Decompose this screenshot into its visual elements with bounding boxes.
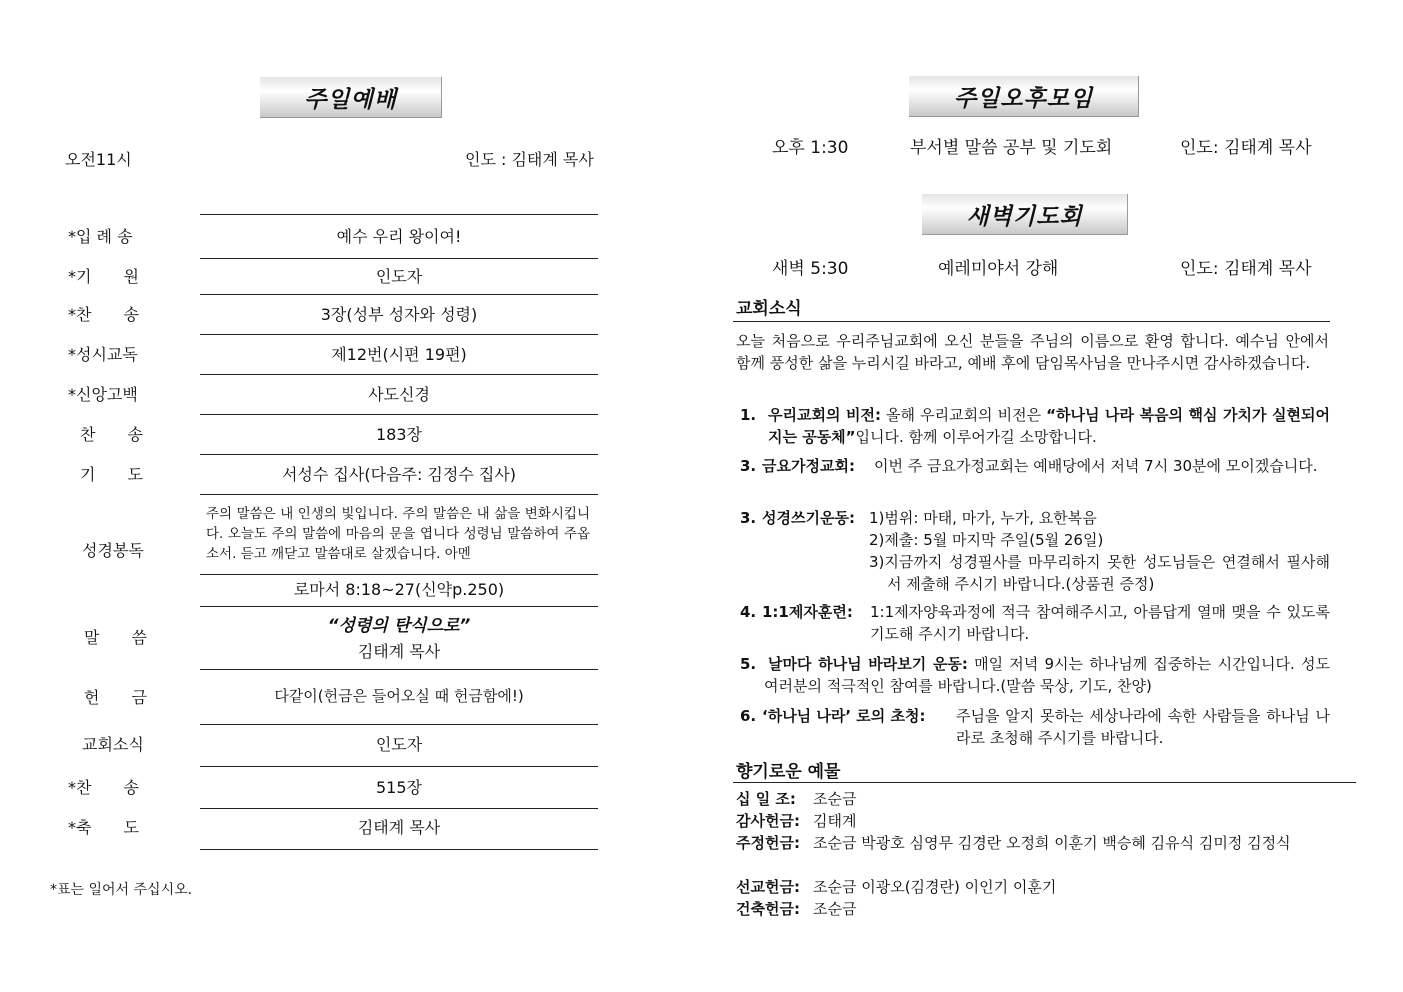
divider — [200, 494, 598, 495]
order-label: 교회소식 — [82, 735, 144, 754]
divider — [200, 414, 598, 415]
news-head: 금요가정교회: — [762, 457, 855, 475]
news-head: 우리교회의 비전: — [768, 406, 881, 424]
worship-time: 오전11시 — [65, 150, 132, 169]
news-num: 3. — [740, 457, 757, 475]
sermon-title: “성령의 탄식으로” — [327, 616, 471, 636]
afternoon-desc: 부서별 말씀 공부 및 기도회 — [910, 138, 1113, 158]
dawn-time: 새벽 5:30 — [772, 259, 849, 279]
divider — [200, 808, 598, 809]
divider — [733, 321, 1330, 322]
scripture-prayer: 주의 말씀은 내 인생의 빛입니다. 주의 말씀은 내 삶을 변화시킵니다. 오늘도 주의 말씀에 마음의 문을 엽니다 성령님 말씀하여 주옵소서. 듣고 깨닫고 말씀대로 살겠습니다. 아멘 — [206, 506, 590, 562]
offering-key: 십 일 조: — [736, 790, 796, 808]
news-body: 올해 우리교회의 비전은 — [886, 406, 1042, 424]
divider — [733, 782, 1356, 783]
news-num: 3. — [740, 509, 757, 527]
news-num: 4. — [740, 603, 757, 621]
order-label: *성시교독 — [68, 345, 138, 364]
divider — [200, 258, 598, 259]
afternoon-title: 주일오후모임 — [953, 85, 1094, 112]
offering-key: 건축헌금: — [736, 900, 800, 918]
order-label: *찬 송 — [68, 305, 139, 324]
worship-leader: 인도 : 김태계 목사 — [465, 150, 594, 169]
news-vision-quote: “하나님 나라 복음의 핵심 가치가 실현되어지는 공동체” — [768, 406, 1330, 446]
news-item-friday — [740, 455, 1330, 477]
news-head: 성경쓰기운동: — [762, 509, 855, 527]
order-label: 성경봉독 — [82, 541, 144, 560]
news-item-kingdom-invite — [740, 705, 1330, 749]
news-head: ‘하나님 나라’ 로의 초청: — [762, 707, 926, 725]
order-content: 김태계 목사 — [357, 818, 441, 837]
order-label: *찬 송 — [68, 778, 139, 797]
dawn-leader: 인도: 김태계 목사 — [1180, 259, 1312, 279]
order-content: 515장 — [376, 778, 422, 797]
dawn-title-banner — [922, 194, 1128, 235]
divider — [200, 214, 598, 215]
order-label: 헌 금 — [84, 688, 147, 707]
news-item-vision — [740, 404, 1330, 448]
news-line: 1)범위: 마태, 마가, 누가, 요한복음 — [869, 509, 1097, 527]
offering-key: 주정헌금: — [736, 834, 800, 852]
order-label: *축 도 — [68, 818, 139, 837]
news-body: 매일 저녁 9시는 하나님께 집중하는 시간입니다. 성도 여러분의 적극적인 참여를 바랍니다.(말씀 묵상, 기도, 찬양) — [764, 655, 1330, 695]
worship-title-banner — [260, 77, 442, 118]
divider — [200, 766, 598, 767]
order-content: 3장(성부 성자와 성령) — [320, 305, 478, 324]
divider — [200, 574, 598, 575]
offering-value: 조순금 박광호 심영무 김경란 오정희 이훈기 백승혜 김유식 김미정 김정식 — [813, 834, 1291, 852]
sermon-preacher: 김태계 목사 — [357, 642, 441, 661]
news-head: 날마다 하나님 바라보기 운동: — [768, 655, 968, 673]
afternoon-title-banner — [909, 76, 1139, 117]
news-heading: 교회소식 — [736, 299, 802, 319]
afternoon-leader: 인도: 김태계 목사 — [1180, 138, 1312, 158]
worship-title: 주일예배 — [304, 86, 397, 113]
divider — [200, 374, 598, 375]
news-num: 6. — [740, 707, 757, 725]
scripture-reference: 로마서 8:18~27(신약p.250) — [293, 580, 505, 599]
order-label: *입 례 송 — [68, 227, 133, 246]
offering-value: 김태계 — [813, 812, 857, 830]
news-line: 2)제출: 5월 마지막 주일(5월 26일) — [869, 531, 1104, 549]
order-label: 기 도 — [80, 465, 143, 484]
news-body: 1:1제자양육과정에 적극 참여해주시고, 아름답게 열매 맺을 수 있도록 기도해 주시기 바랍니다. — [870, 603, 1330, 643]
order-content: 인도자 — [375, 267, 423, 286]
divider — [200, 849, 598, 850]
news-body: 이번 주 금요가정교회는 예배당에서 저녁 7시 30분에 모이겠습니다. — [874, 457, 1318, 475]
order-label: *신앙고백 — [68, 385, 138, 404]
divider — [200, 724, 598, 725]
order-content: 다같이(헌금은 들어오실 때 헌금함에!) — [274, 687, 524, 705]
news-body-tail: 입니다. 함께 이루어가길 소망합니다. — [855, 428, 1097, 446]
offering-key: 감사헌금: — [736, 812, 800, 830]
news-item-daily-devotion — [740, 653, 1330, 697]
order-content: 183장 — [376, 425, 422, 444]
news-item-discipleship — [740, 601, 1330, 645]
offering-key: 선교헌금: — [736, 878, 800, 896]
order-content: 제12번(시편 19편) — [331, 345, 467, 364]
order-content: 서성수 집사(다음주: 김정수 집사) — [281, 465, 517, 484]
dawn-desc: 예레미야서 강해 — [938, 259, 1059, 279]
afternoon-time: 오후 1:30 — [772, 138, 849, 158]
offering-value: 조순금 이광오(김경란) 이인기 이훈기 — [813, 878, 1057, 896]
offerings-heading: 향기로운 예물 — [736, 762, 841, 782]
divider — [200, 294, 598, 295]
order-content: 사도신경 — [368, 385, 430, 404]
divider — [200, 669, 598, 670]
order-label: 말 씀 — [84, 628, 147, 647]
divider — [200, 606, 598, 607]
dawn-title: 새벽기도회 — [966, 203, 1083, 230]
divider — [200, 454, 598, 455]
news-item-bible-writing — [740, 507, 1330, 595]
news-line: 3)지금까지 성경필사를 마무리하지 못한 성도님들은 연결해서 필사해서 제출해 주시기 바랍니다.(상품권 증정) — [869, 553, 1330, 593]
order-label: 찬 송 — [80, 425, 143, 444]
divider — [200, 334, 598, 335]
news-intro: 오늘 처음으로 우리주님교회에 오신 분들을 주님의 이름으로 환영 합니다. 예수님 안에서 함께 풍성한 삶을 누리시길 바라고, 예배 후에 담임목사님을 만나주시면 감사하겠습니다. — [736, 332, 1329, 372]
standing-footnote: *표는 일어서 주십시오. — [50, 882, 193, 898]
offering-value: 조순금 — [813, 900, 857, 918]
offering-value: 조순금 — [813, 790, 857, 808]
news-head: 1:1제자훈련: — [762, 603, 853, 621]
order-content: 예수 우리 왕이여! — [336, 227, 462, 246]
news-num: 5. — [740, 655, 757, 673]
news-num: 1. — [740, 406, 757, 424]
order-content: 인도자 — [375, 735, 423, 754]
news-body: 주님을 알지 못하는 세상나라에 속한 사람들을 하나님 나라로 초청해 주시기를 바랍니다. — [956, 707, 1330, 747]
order-label: *기 원 — [68, 267, 139, 286]
